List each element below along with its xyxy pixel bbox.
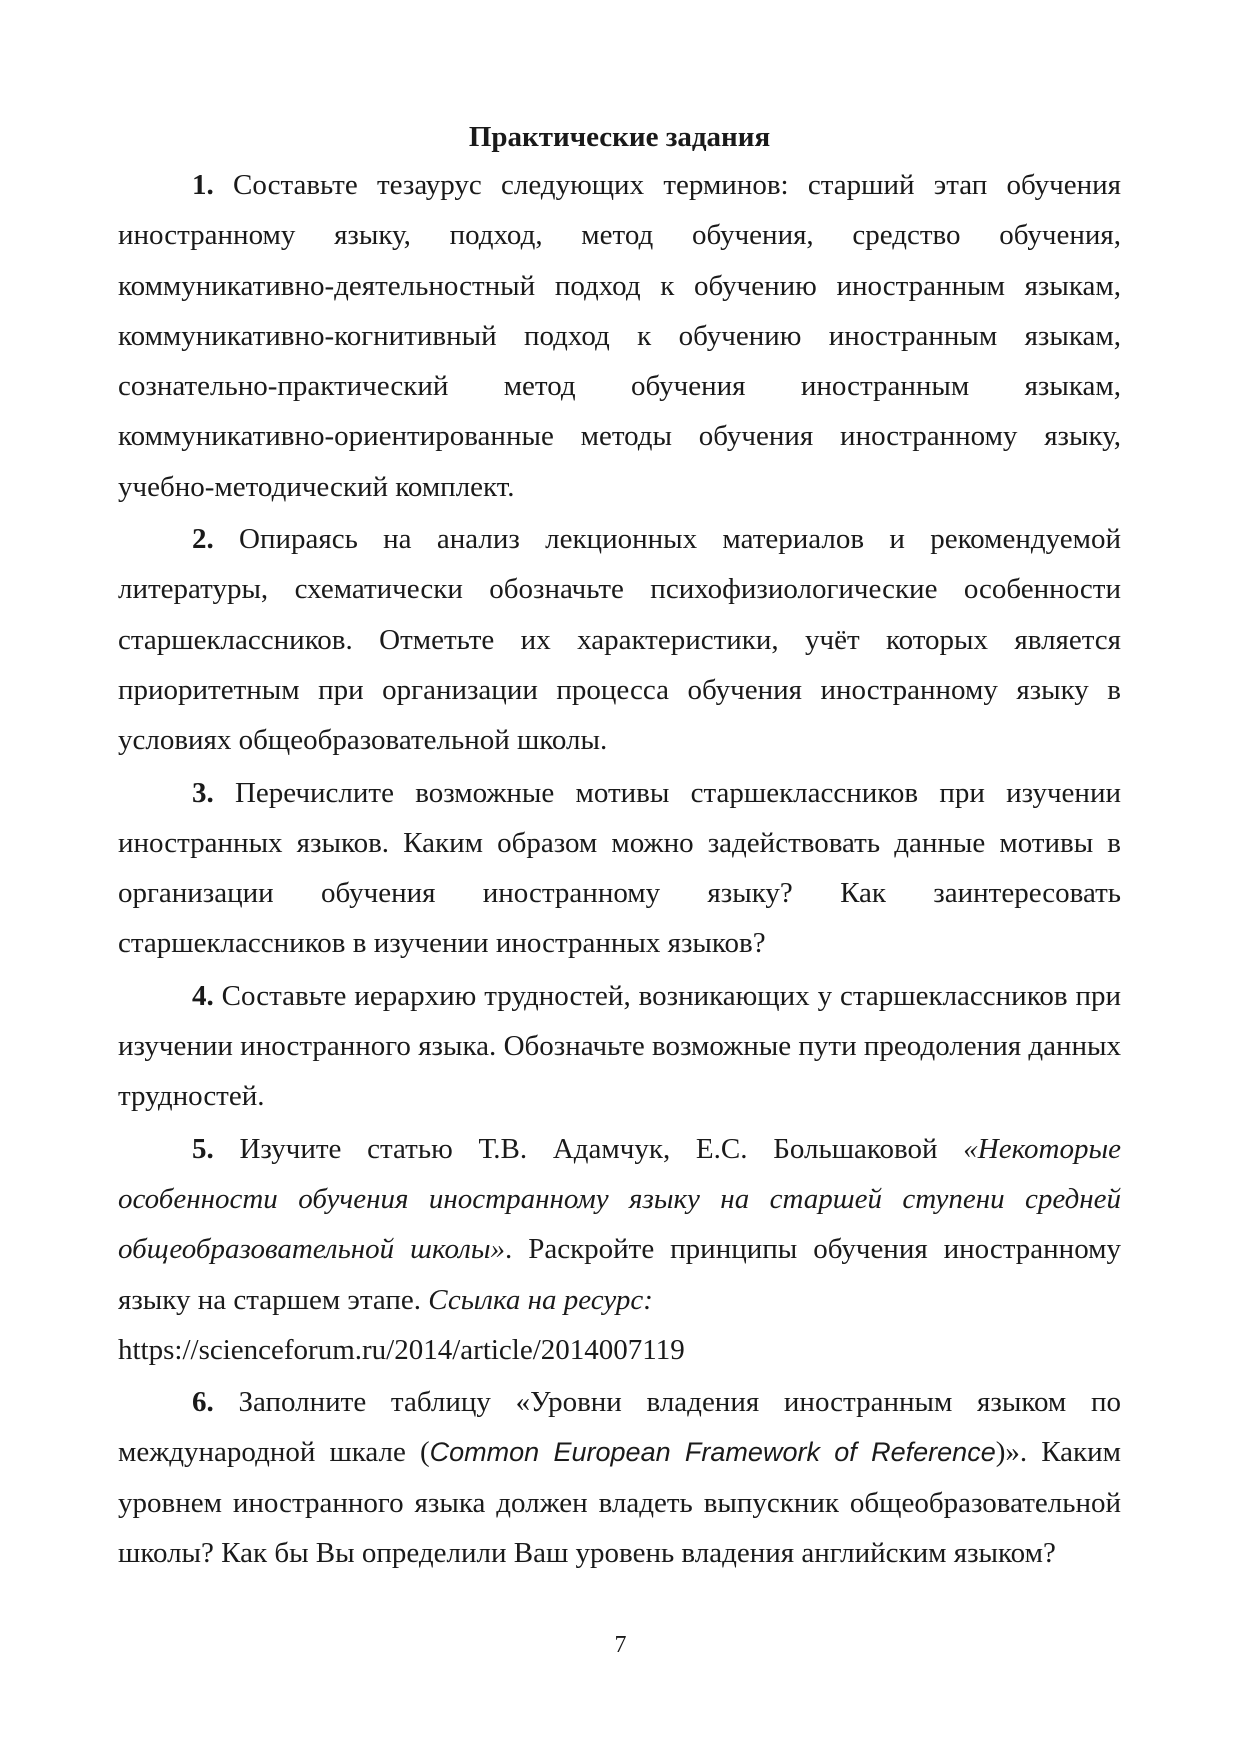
task-number: 1.	[192, 169, 214, 201]
task-number: 2.	[192, 523, 214, 556]
task-number: 5.	[192, 1132, 214, 1165]
task-number: 3.	[192, 776, 214, 809]
framework-term: Common European Framework of Reference	[429, 1437, 996, 1468]
task-text: Заполните таблицу «Уровни владения иностранным языком по международной шкале (	[118, 1386, 1121, 1469]
task-6	[118, 1377, 1121, 1578]
resource-link-label: Ссылка на ресурс:	[428, 1283, 653, 1316]
task-5	[118, 1124, 1121, 1375]
page-number: 7	[614, 1632, 627, 1658]
task-number: 4.	[192, 979, 214, 1012]
task-text: Составьте тезаурус следующих терминов: старший этап обучения иностранному языку, подход, метод обучения, средство обучения, коммуникативно-деятельностный подход к обучению иностранным языкам, коммуникативно-когнитивный подход к обучению иностранным языкам, сознательно-практический метод обучения иностранным языкам, коммуникативно-ориентированные методы обучения иностранному языку, учебно-методический комплект.	[118, 169, 1121, 503]
task-number: 6.	[192, 1386, 214, 1419]
article-title: «Некоторые особенности обучения иностранному языку на старшей ступени средней общеобразовательной школы»	[118, 1132, 1121, 1266]
task-text: Изучите статью Т.В. Адамчук, Е.С. Большаковой	[213, 1132, 964, 1165]
task-text: Составьте иерархию трудностей, возникающих у старшеклассников при изучении иностранного языка. Обозначьте возможные пути преодоления данных трудностей.	[118, 979, 1121, 1113]
page-title: Практические задания	[468, 121, 771, 153]
page-content	[118, 118, 1121, 1580]
task-3	[118, 768, 1121, 969]
task-text-continued: )». Каким уровнем иностранного языка должен владеть выпускник общеобразовательной школы? Как бы Вы определили Ваш уровень владения английским языком?	[118, 1436, 1122, 1570]
task-text-continued: . Раскройте принципы обучения иностранному языку на старшем этапе.	[118, 1233, 1121, 1316]
task-2	[118, 514, 1121, 765]
task-text: Перечислите возможные мотивы старшеклассников при изучении иностранных языков. Каким образом можно задействовать данные мотивы в организации обучения иностранному языку? Как заинтересовать старшеклассников в изучении иностранных языков?	[118, 776, 1121, 960]
resource-url[interactable]: https://scienceforum.ru/2014/article/2014007119	[118, 1333, 685, 1366]
task-1	[118, 160, 1121, 512]
task-4	[118, 971, 1121, 1122]
task-text: Опираясь на анализ лекционных материалов и рекомендуемой литературы, схематически обозначьте психофизиологические особенности старшеклассников. Отметьте их характеристики, учёт которых является приоритетным при организации процесса обучения иностранному языку в условиях общеобразовательной школы.	[118, 523, 1121, 757]
